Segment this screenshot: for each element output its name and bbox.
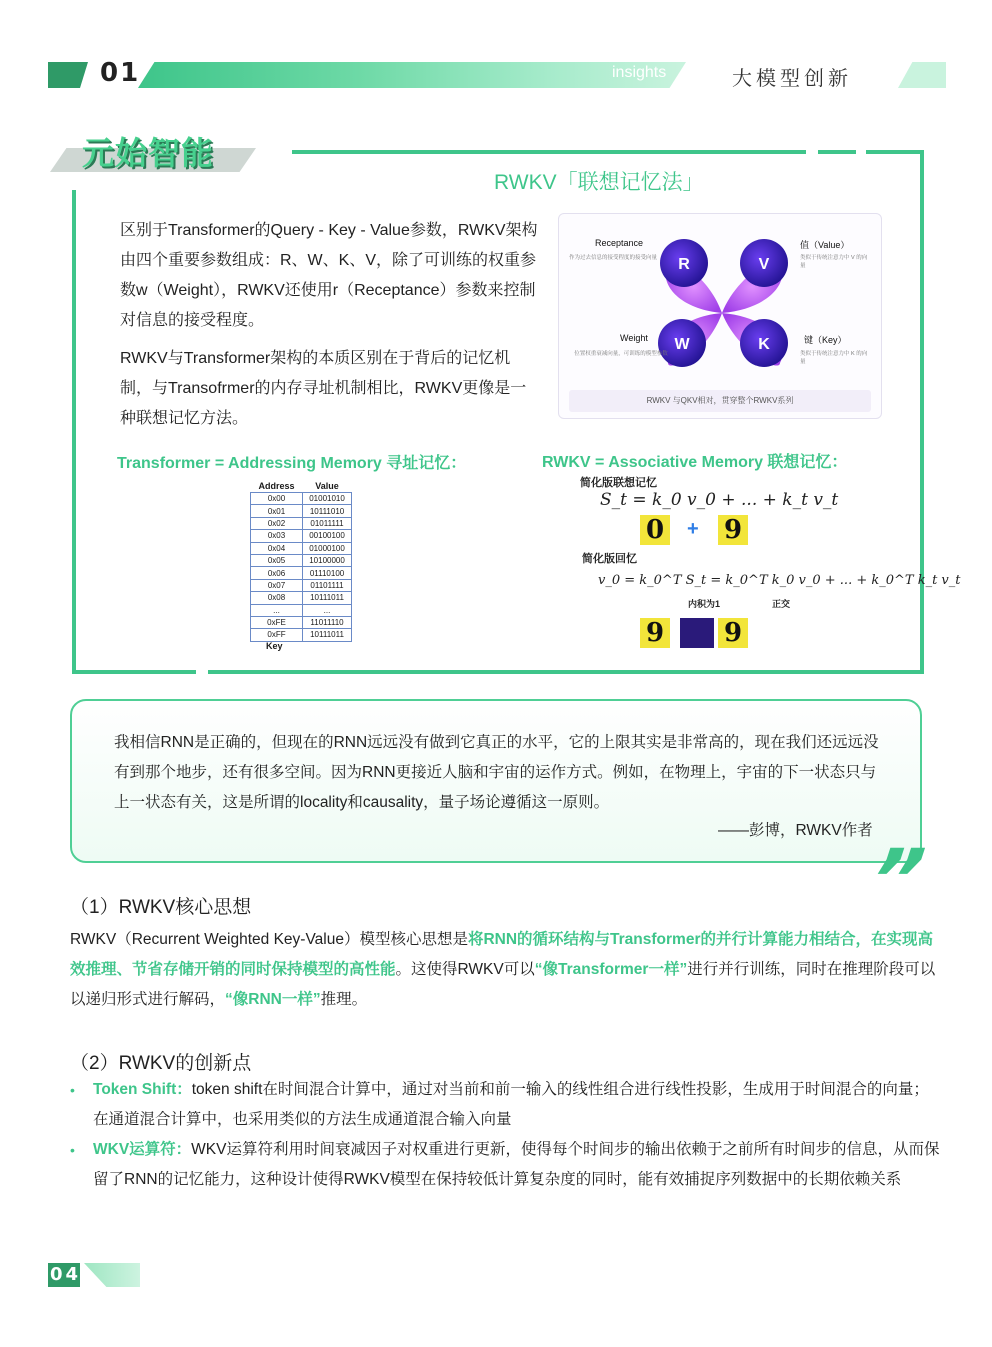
- address-cell: 0x05: [251, 554, 303, 566]
- digit-image: 9: [718, 515, 748, 545]
- digit-image: 9: [718, 618, 748, 648]
- recall-title: 简化版回忆: [582, 553, 637, 565]
- address-cell: 0x04: [251, 542, 303, 554]
- value-cell: 01101111: [303, 579, 352, 591]
- header-gradient-band: [138, 62, 686, 88]
- receptance-title: Receptance: [595, 238, 644, 248]
- bullet-item: [93, 1075, 943, 1135]
- table-row: [251, 579, 352, 591]
- intro-paragraph-1: 区别于Transformer的Query - Key - Value参数，RWKV架构由四个重要参数组成：R、W、K、V，除了可训练的权重参数w（Weight），RWKV还使用r（Receptance）参数来控制对信息的接受程度。: [120, 222, 538, 329]
- table-row: [251, 517, 352, 529]
- value-cell: 10111011: [303, 592, 352, 604]
- address-cell: ...: [251, 604, 303, 616]
- frame-border: [818, 150, 856, 154]
- header-accent-bar: [48, 62, 88, 88]
- table-row: [251, 604, 352, 616]
- key-desc: 类似于传统注意力中 K 的向量: [800, 351, 868, 365]
- frame-border: [72, 670, 196, 674]
- address-cell: 0x07: [251, 579, 303, 591]
- memory-table: [250, 480, 352, 642]
- bullet-term: Token Shift：: [93, 1081, 192, 1098]
- address-cell: 0x00: [251, 493, 303, 505]
- address-cell: 0x01: [251, 505, 303, 517]
- table-key-label: Key: [266, 641, 283, 651]
- frame-border: [208, 670, 924, 674]
- store-formula: S_t = k_0 v_0 + ... + k_t v_t: [600, 490, 839, 510]
- inner-product-label: 内积为1: [688, 599, 721, 609]
- value-cell: 10111011: [303, 629, 352, 641]
- plus-sign: +: [687, 518, 699, 540]
- brand-label: insights: [612, 64, 667, 81]
- header-right-accent: [898, 62, 946, 88]
- value-cell: 10100000: [303, 554, 352, 566]
- diagram-footer: RWKV 与QKV相对，贯穿整个RWKV系列: [569, 390, 871, 412]
- section1-paragraph: [70, 925, 942, 1015]
- value-cell: 10111010: [303, 505, 352, 517]
- text-span: 。这使得RWKV可以: [395, 961, 535, 978]
- highlight-text: “像RNN一样”: [225, 991, 321, 1008]
- rwkv-memory-label: RWKV = Associative Memory 联想记忆：: [542, 454, 848, 471]
- weight-title: Weight: [620, 333, 648, 343]
- highlight-text: “像Transformer一样”: [534, 961, 688, 978]
- page-number: 04: [50, 1264, 82, 1285]
- memory-table-body: [251, 493, 352, 642]
- orthogonal-label: 正交: [772, 599, 791, 609]
- table-row: [251, 616, 352, 628]
- table-row: [251, 592, 352, 604]
- highlight-text: 将RNN的循环结构与Transformer的并行计算能力相结合，在实现高效推理、节省存储开销的同时保持模型的高性能: [70, 931, 933, 978]
- address-cell: 0xFF: [251, 629, 303, 641]
- quote-author: ——彭博，RWKV作者: [718, 822, 873, 839]
- frame-border: [920, 150, 924, 674]
- bullet-item: [93, 1135, 943, 1195]
- value-cell: 01001010: [303, 493, 352, 505]
- section-number: 01: [100, 58, 141, 88]
- bullet-icon: •: [70, 1142, 75, 1158]
- weight-desc: 位置权重衰减向量，可训练的模型参数: [574, 351, 668, 357]
- receptance-desc: 作为过去信息的接受程度的接受向量: [568, 255, 657, 261]
- company-name: 元始智能: [82, 134, 215, 172]
- transformer-memory-label: Transformer = Addressing Memory 寻址记忆：: [117, 455, 467, 472]
- bullet-term: WKV运算符：: [93, 1141, 192, 1158]
- header-title: 大模型创新: [732, 68, 852, 90]
- value-cell: 01000100: [303, 542, 352, 554]
- letter-w: W: [674, 336, 690, 353]
- value-cell: 11011110: [303, 616, 352, 628]
- box-title: RWKV「联想记忆法」: [494, 171, 704, 194]
- value-cell: 01011111: [303, 517, 352, 529]
- address-cell: 0x02: [251, 517, 303, 529]
- value-cell: ...: [303, 604, 352, 616]
- footer-band: [84, 1263, 140, 1287]
- address-cell: 0x03: [251, 530, 303, 542]
- digit-image: 9: [640, 618, 670, 648]
- recall-formula: v_0 = k_0^T S_t = k_0^T k_0 v_0 + ... + k_0^T k_t v_t: [598, 573, 961, 588]
- bullet-text: WKV运算符利用时间衰减因子对权重进行更新，使得每个时间步的输出依赖于之前所有时间步的信息，从而保留了RNN的记忆能力，这种设计使得RWKV模型在保持较低计算复杂度的同时，能有效捕捉序列数据中的长期依赖关系: [93, 1141, 940, 1188]
- letter-v: V: [758, 256, 770, 273]
- intro-paragraph-2: RWKV与Transformer架构的本质区别在于背后的记忆机制，与Transofrmer的内存寻址机制相比，RWKV更像是一种联想记忆方法。: [120, 350, 527, 427]
- table-row: [251, 567, 352, 579]
- digit-image: 0: [640, 515, 670, 545]
- text-span: 推理。: [320, 991, 368, 1008]
- value-cell: 01110100: [303, 567, 352, 579]
- letter-r: R: [678, 256, 690, 273]
- section1-heading: （1）RWKV核心思想: [70, 897, 252, 918]
- frame-border: [72, 190, 76, 674]
- table-row: [251, 542, 352, 554]
- table-row: [251, 554, 352, 566]
- value-title: 值（Value）: [800, 240, 850, 250]
- table-row: [251, 530, 352, 542]
- bullet-icon: •: [70, 1082, 75, 1098]
- frame-border: [866, 150, 924, 154]
- store-title: 简化版联想记忆: [580, 477, 657, 489]
- address-cell: 0x06: [251, 567, 303, 579]
- table-row: [251, 493, 352, 505]
- section2-heading: （2）RWKV的创新点: [70, 1053, 252, 1074]
- quote-mark-icon: ”: [852, 831, 940, 929]
- frame-border: [292, 150, 806, 154]
- table-header: Address: [258, 481, 295, 491]
- value-cell: 00100100: [303, 530, 352, 542]
- address-cell: 0x08: [251, 592, 303, 604]
- table-row: [251, 629, 352, 641]
- text-span: 进行并行训练，同时在推理阶段可以以递归形式进行解码，: [70, 961, 936, 1008]
- bullet-text: token shift在时间混合计算中，通过对当前和前一输入的线性组合进行线性投影，生成用于时间混合的向量；在通道混合计算中，也采用类似的方法生成通道混合输入向量: [93, 1081, 929, 1128]
- key-title: 键（Key）: [804, 335, 847, 345]
- table-row: [251, 505, 352, 517]
- blended-digit-image: [680, 618, 714, 648]
- value-desc: 类似于传统注意力中 V 的向量: [800, 255, 868, 269]
- text-span: RWKV（Recurrent Weighted Key-Value）模型核心思想是: [70, 931, 468, 948]
- table-header: Value: [315, 481, 339, 491]
- letter-k: K: [758, 336, 770, 353]
- quote-text: 我相信RNN是正确的，但现在的RNN远远没有做到它真正的水平，它的上限其实是非常高的，现在我们还远远没有到那个地步，还有很多空间。因为RNN更接近人脑和宇宙的运作方式。例如，在物理上，宇宙的下一状态只与上一状态有关，这是所谓的locality和causality，量子场论遵循这一原则。: [114, 734, 879, 811]
- address-cell: 0xFE: [251, 616, 303, 628]
